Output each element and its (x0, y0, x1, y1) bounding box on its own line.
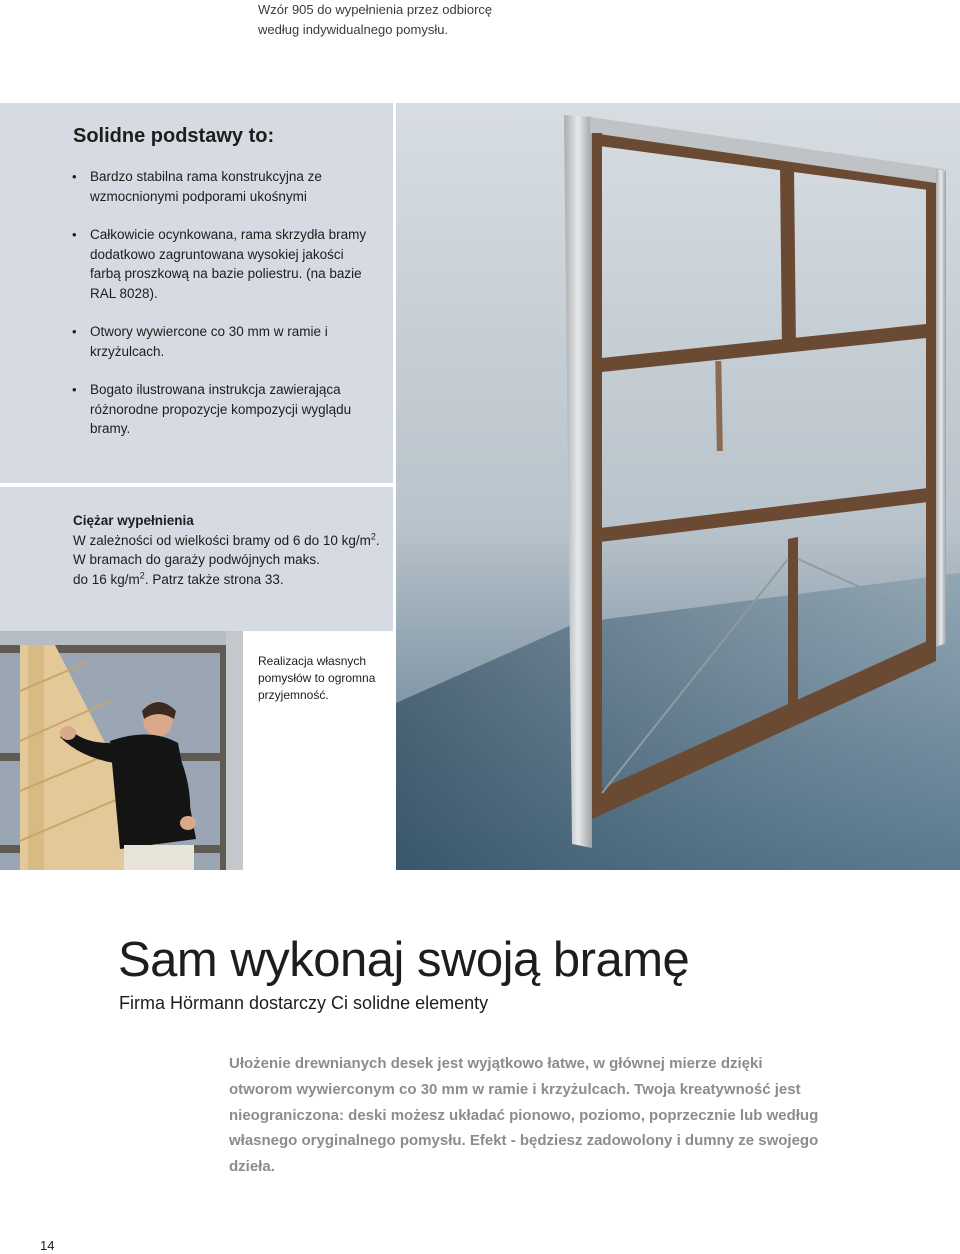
weight-line-1-text: W zależności od wielkości bramy od 6 do 10 kg/m (73, 532, 371, 548)
page-subtitle: Firma Hörmann dostarczy Ci solidne elementy (119, 993, 489, 1013)
feature-text: Bogato ilustrowana instrukcja zawierająca różnorodne propozycje kompozycji wyglądu bramy. (90, 382, 352, 436)
weight-title: Ciężar wypełnienia (73, 513, 194, 528)
bullet-icon: • (72, 169, 77, 184)
feature-item (72, 225, 372, 303)
bullet-icon: • (72, 324, 77, 339)
features-panel (0, 103, 393, 631)
feature-item (72, 380, 372, 439)
top-caption-line-2: według indywidualnego pomysłu. (258, 22, 449, 37)
photo-caption: Realizacja własnych pomysłów to ogromna przyjemność. (258, 654, 376, 702)
top-caption (258, 0, 558, 40)
page-number: 14 (40, 1238, 55, 1253)
panel-divider (0, 483, 393, 487)
photo-caption-box (250, 631, 393, 870)
feature-item (72, 167, 372, 206)
weight-line-3 (73, 570, 388, 590)
weight-line-3-text: do 16 kg/m (73, 571, 140, 587)
panel-heading: Solidne podstawy to: (73, 125, 275, 147)
body-paragraph: Ułożenie drewnianych desek jest wyjątkowo łatwe, w głównej mierze dzięki otworom wywierconym co 30 mm w ramie i krzyżulcach. Twoja kreatywność jest nieograniczona: deski możesz układać pionowo, poziomo, poprzecznie lub według własnego oryginalnego pomysłu. Efekt - będziesz zadowolony i dumny ze swojego dzieła. (229, 1055, 819, 1176)
bullet-icon: • (72, 227, 77, 242)
weight-line-2: W bramach do garaży podwójnych maks. (73, 552, 320, 567)
weight-line-3-sup: 2 (139, 570, 145, 580)
feature-list (72, 167, 372, 458)
weight-line-1 (73, 531, 388, 551)
feature-item (72, 322, 372, 361)
weight-info (73, 511, 388, 589)
weight-line-3-end: . Patrz także strona 33. (144, 571, 284, 587)
feature-text: Bardzo stabilna rama konstrukcyjna ze wzmocnionymi podporami ukośnymi (90, 169, 322, 204)
weight-line-1-end: . (375, 532, 380, 548)
page-title: Sam wykonaj swoją bramę (118, 933, 690, 987)
top-caption-line-1: Wzór 905 do wypełnienia przez odbiorcę (258, 2, 493, 17)
bullet-icon: • (72, 382, 77, 397)
weight-line-1-sup: 2 (370, 531, 376, 541)
feature-text: Otwory wywiercone co 30 mm w ramie i krzyżulcach. (90, 324, 328, 359)
worker-photo (0, 631, 243, 870)
feature-text: Całkowicie ocynkowana, rama skrzydła bramy dodatkowo zagruntowana wysokiej jakości farbą proszkową na bazie poliestru. (na bazie RAL 8028). (90, 227, 367, 301)
gate-frame-photo (396, 103, 960, 870)
